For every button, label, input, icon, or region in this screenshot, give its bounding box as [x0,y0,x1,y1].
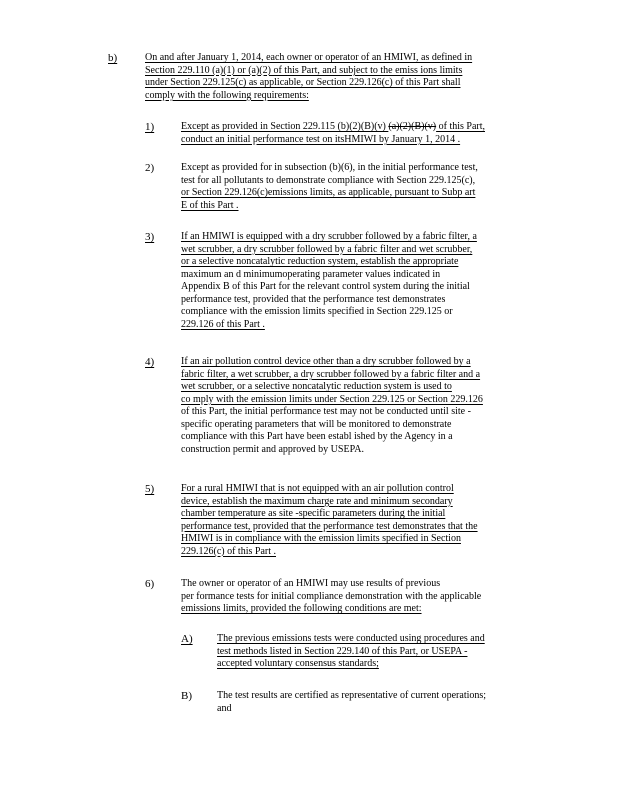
line-text: compliance with this Part have been establ ished by the Agency in a [181,431,453,442]
text-line [181,591,539,604]
paragraph-text [181,356,539,456]
paragraph-marker: 6) [145,578,155,590]
text-line [181,175,539,188]
text-line [181,533,539,546]
line-text: If an HMIWI is equipped with a dry scrubber followed by a fabric filter, a [181,231,477,242]
line-text: test for all pollutants to demonstrate compliance with Section 229.125(c), [181,174,476,186]
line-text: Section 229.110 (a)(1) or (a)(2) of this Part, and subject to the emiss ions limits [145,64,463,76]
line-text: 229.126(c) of this Part . [181,545,276,557]
paragraph-text [181,121,539,146]
text-line [181,281,539,294]
paragraph-text [217,690,537,715]
line-text: fabric filter, a wet scrubber, a dry scrubber followed by a fabric filter and a [181,368,481,380]
line-text: maximum an d minimumoperating parameter values indicated in [181,268,441,280]
paragraph-marker: 4) [145,356,155,368]
text-line [181,394,539,407]
text-line [181,306,539,319]
text-line [217,646,537,659]
line-text-tail: of this Part, [436,121,485,132]
paragraph-text [217,633,537,671]
text-line [217,703,537,716]
line-text: If an air pollution control device other than a dry scrubber followed by a [181,356,471,367]
line-text: The previous emissions tests were conducted using procedures and [217,633,485,644]
paragraph-text [145,52,540,102]
paragraph-marker: B) [181,690,192,702]
text-line [181,444,539,457]
paragraph-text [181,231,539,331]
text-line [145,90,540,103]
text-line [181,121,539,134]
line-text: Except as provided in Section 229.115 (b)(2)(B)(v) [181,121,389,132]
text-line [181,406,539,419]
line-text: device, establish the maximum charge rate and minimum secondary [181,495,453,507]
text-line [181,356,539,369]
line-text: performance test, provided that the performance test demonstrates [181,293,446,305]
line-text: co mply with the emission limits under Section 229.125 or Section 229.126 [181,393,483,405]
text-line [181,521,539,534]
line-text: performance test, provided that the performance test demonstrates that the [181,520,478,532]
line-text: 229.126 of this Part . [181,318,265,330]
line-text: or Section 229.126(c)emissions limits, as applicable, pursuant to Subp art [181,187,476,198]
line-text: per formance tests for initial compliance demonstration with the applicable [181,590,482,602]
line-text: accepted voluntary consensus standards; [217,658,379,669]
paragraph-text [181,162,539,212]
text-line [217,658,537,671]
paragraph-marker: b) [108,52,118,64]
line-text: chamber temperature as site -specific parameters during the initial [181,508,446,519]
paragraph-text [181,483,539,558]
text-line [145,77,540,90]
text-line [181,381,539,394]
line-text: emissions limits, provided the following conditions are met: [181,603,422,614]
line-text: wet scrubber, or a selective noncatalytic reduction system is used to [181,381,452,392]
paragraph-text [181,578,539,616]
line-text: of this Part, the initial performance test may not be conducted until site - [181,406,471,417]
text-line [181,369,539,382]
line-text: For a rural HMIWI that is not equipped with an air pollution control [181,483,454,494]
text-line [145,65,540,78]
text-line [181,319,539,332]
line-text: and [217,702,232,714]
text-line [181,578,539,591]
line-text: The owner or operator of an HMIWI may use results of previous [181,578,441,589]
paragraph-marker: 3) [145,231,155,243]
text-line [181,294,539,307]
text-line [181,269,539,282]
struck-text: (a)(2)(B)(v) [388,121,437,132]
line-text: The test results are certified as representative of current operations; [217,690,487,701]
line-text: Appendix B of this Part for the relevant control system during the initial [181,281,470,292]
text-line [181,603,539,616]
text-line [181,496,539,509]
text-line [145,52,540,65]
paragraph-marker: A) [181,633,193,645]
text-line [181,483,539,496]
text-line [181,231,539,244]
line-text: under Section 229.125(c) as applicable, or Section 229.126(c) of this Part shall [145,77,461,88]
text-line [181,546,539,559]
line-text: construction permit and approved by USEPA. [181,443,364,455]
text-line [181,134,539,147]
text-line [181,431,539,444]
text-line [217,690,537,703]
text-line [181,256,539,269]
text-line [181,162,539,175]
line-text: comply with the following requirements: [145,89,309,101]
paragraph-marker: 5) [145,483,155,495]
text-line [217,633,537,646]
text-line [181,187,539,200]
line-text: specific operating parameters that will be monitored to demonstrate [181,418,452,430]
line-text: conduct an initial performance test on itsHMIWI by January 1, 2014 . [181,133,461,145]
line-text: HMIWI is in compliance with the emission limits specified in Section [181,533,461,544]
text-line [181,200,539,213]
line-text: E of this Part . [181,199,239,211]
text-line [181,419,539,432]
text-line [181,244,539,257]
paragraph-marker: 2) [145,162,155,174]
paragraph-marker: 1) [145,121,155,133]
line-text: wet scrubber, a dry scrubber followed by a fabric filter and wet scrubber, [181,243,473,255]
line-text: On and after January 1, 2014, each owner or operator of an HMIWI, as defined in [145,52,473,63]
line-text: test methods listed in Section 229.140 of this Part, or USEPA - [217,645,468,657]
text-line [181,508,539,521]
line-text: compliance with the emission limits specified in Section 229.125 or [181,306,453,317]
line-text: Except as provided for in subsection (b)(6), in the initial performance test, [181,162,478,173]
line-text: or a selective noncatalytic reduction system, establish the appropriate [181,256,459,267]
